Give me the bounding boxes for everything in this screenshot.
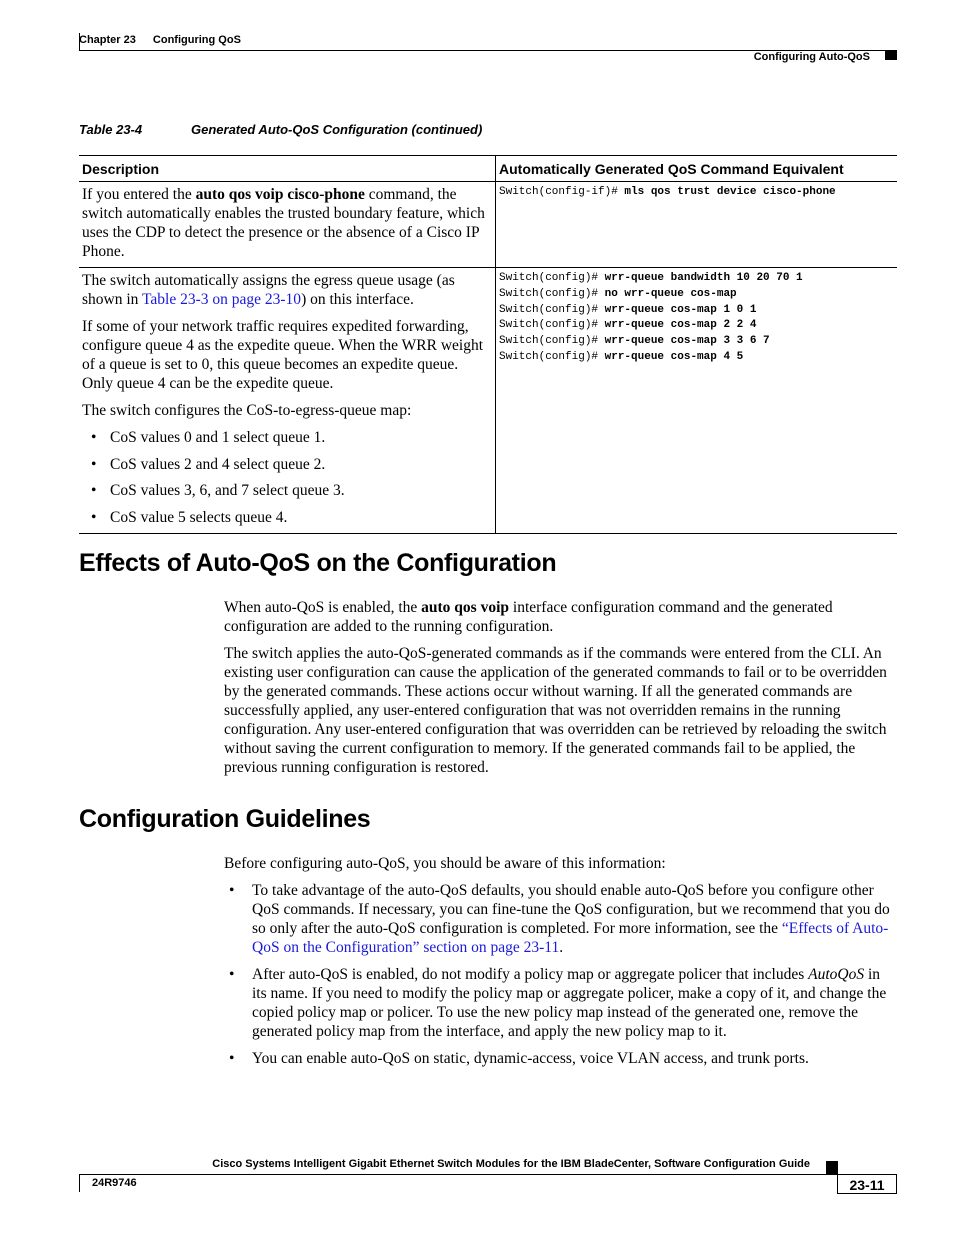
- list-item: • CoS values 2 and 4 select queue 2.: [82, 455, 492, 474]
- table-23-3-link[interactable]: Table 23-3 on page 23-10: [142, 291, 302, 308]
- guidelines-intro: Before configuring auto-QoS, you should be aware of this information:: [224, 855, 666, 872]
- footer-marker: [826, 1161, 838, 1174]
- autoqos-table: [79, 155, 897, 534]
- column-header-command: Automatically Generated QoS Command Equivalent: [496, 156, 898, 182]
- cli-command: wrr-queue cos-map 4 5: [604, 350, 744, 363]
- cli-command: wrr-queue cos-map 1 0 1: [604, 303, 757, 316]
- effects-body: [224, 598, 896, 785]
- list-item: • To take advantage of the auto-QoS defaults, you should enable auto-QoS before you configure other QoS commands. If necessary, you can fine-tune the QoS configuration, but we recommend that you do so only after the auto-QoS configuration is completed. For more information, see the “Effects of Auto-QoS on the Configuration” section on page 23-11.: [224, 881, 896, 957]
- cli-prompt: Switch(config)#: [499, 335, 605, 348]
- list-item: • You can enable auto-QoS on static, dynamic-access, voice VLAN access, and trunk ports.: [224, 1049, 896, 1068]
- chapter-title: Configuring QoS: [152, 34, 241, 46]
- effects-paragraph-1: When auto-QoS is enabled, the auto qos voip interface configuration command and the generated configuration are added to the running configuration.: [224, 599, 833, 635]
- chapter-number: Chapter 23: [79, 34, 136, 46]
- header-marker: [885, 50, 897, 60]
- book-title: Cisco Systems Intelligent Gigabit Ethernet Switch Modules for the IBM BladeCenter, Software Configuration Guide: [212, 1158, 810, 1170]
- cli-prompt: Switch(config)#: [499, 350, 605, 363]
- command-name: auto qos voip cisco-phone: [195, 186, 365, 203]
- cos-map-list: [82, 428, 492, 527]
- running-header: [79, 34, 255, 46]
- effects-heading: Effects of Auto-QoS on the Configuration: [79, 549, 557, 577]
- list-item: • After auto-QoS is enabled, do not modify a policy map or aggregate policer that includes AutoQoS in its name. If you need to modify the policy map or aggregate policer, make a copy of it, and change the copied policy map or policer. To use the new policy map instead of the generated one, remove the generated policy map from the interface, and apply the new policy map to it.: [224, 965, 896, 1041]
- row-command: [496, 268, 898, 534]
- effects-section-link[interactable]: “Effects of Auto-QoS on the Configuration” section on page 23-11: [252, 920, 889, 956]
- cli-command: no wrr-queue cos-map: [604, 287, 737, 300]
- list-item: • CoS value 5 selects queue 4.: [82, 508, 492, 527]
- document-number: 24R9746: [92, 1177, 137, 1189]
- cli-prompt: Switch(config-if)#: [499, 186, 625, 198]
- table-header-row: [79, 156, 897, 182]
- row-description: The switch automatically assigns the egress queue usage (as shown in Table 23-3 on page 23-10) on this interface. If some of your network traffic requires expedited forwarding, configure queue 4 as the expedite queue. When the WRR weight of a queue is set to 0, this queue becomes an expedite queue. Only queue 4 can be the expedite queue. The switch configures the CoS-to-egress-queue map: • CoS values 0 and 1 select queue 1. • CoS values 2 and 4 select queue 2. • CoS values 3, 6, and 7 select queue 3. • CoS value 5 selects queue 4.: [79, 268, 496, 534]
- section-title: Configuring Auto-QoS: [753, 51, 870, 63]
- list-item: • CoS values 0 and 1 select queue 1.: [82, 428, 492, 447]
- table-row: [79, 182, 897, 268]
- cos-map-intro: The switch configures the CoS-to-egress-queue map:: [82, 402, 412, 419]
- cli-prompt: Switch(config)#: [499, 303, 605, 316]
- table-row: [79, 268, 897, 534]
- table-number: Table 23-4: [79, 122, 143, 137]
- footer-divider: [79, 1174, 80, 1192]
- cli-command: mls qos trust device cisco-phone: [624, 186, 836, 198]
- page-number: 23-11: [837, 1174, 897, 1194]
- cli-prompt: Switch(config)#: [499, 319, 605, 332]
- effects-paragraph-2: The switch applies the auto-QoS-generated commands as if the commands were entered from the CLI. An existing user configuration can cause the application of the generated commands to fail or to be overridden by the generated commands. These actions occur without warning. If all the generated commands are successfully applied, any user-entered configuration that was not overridden remains in the running configuration. Any user-entered configuration that was overridden can be retrieved by reloading the switch without saving the current configuration to memory. If the generated commands fail to be applied, the previous running configuration is restored.: [224, 645, 887, 776]
- guidelines-list: [224, 881, 896, 1068]
- cli-command: wrr-queue cos-map 3 3 6 7: [604, 335, 770, 348]
- column-header-description: Description: [79, 156, 496, 182]
- row-description: If you entered the auto qos voip cisco-phone command, the switch automatically enables the trusted boundary feature, which uses the CDP to detect the presence or the absence of a Cisco IP Phone.: [79, 182, 496, 268]
- cli-prompt: Switch(config)#: [499, 287, 605, 300]
- guidelines-body: [224, 854, 896, 1076]
- expedite-paragraph: If some of your network traffic requires expedited forwarding, configure queue 4 as the expedite queue. When the WRR weight of a queue is set to 0, this queue becomes an expedite queue. Only queue 4 can be the expedite queue.: [82, 318, 484, 392]
- table-caption: [79, 122, 482, 137]
- footer-rule: [79, 1174, 839, 1175]
- cli-prompt: Switch(config)#: [499, 272, 605, 284]
- cli-command: wrr-queue bandwidth 10 20 70 1: [604, 272, 803, 284]
- guidelines-heading: Configuration Guidelines: [79, 805, 371, 833]
- row-command: [496, 182, 898, 268]
- cli-command: wrr-queue cos-map 2 2 4: [604, 319, 757, 332]
- table-title: Generated Auto-QoS Configuration (continued): [191, 122, 483, 137]
- list-item: • CoS values 3, 6, and 7 select queue 3.: [82, 481, 492, 500]
